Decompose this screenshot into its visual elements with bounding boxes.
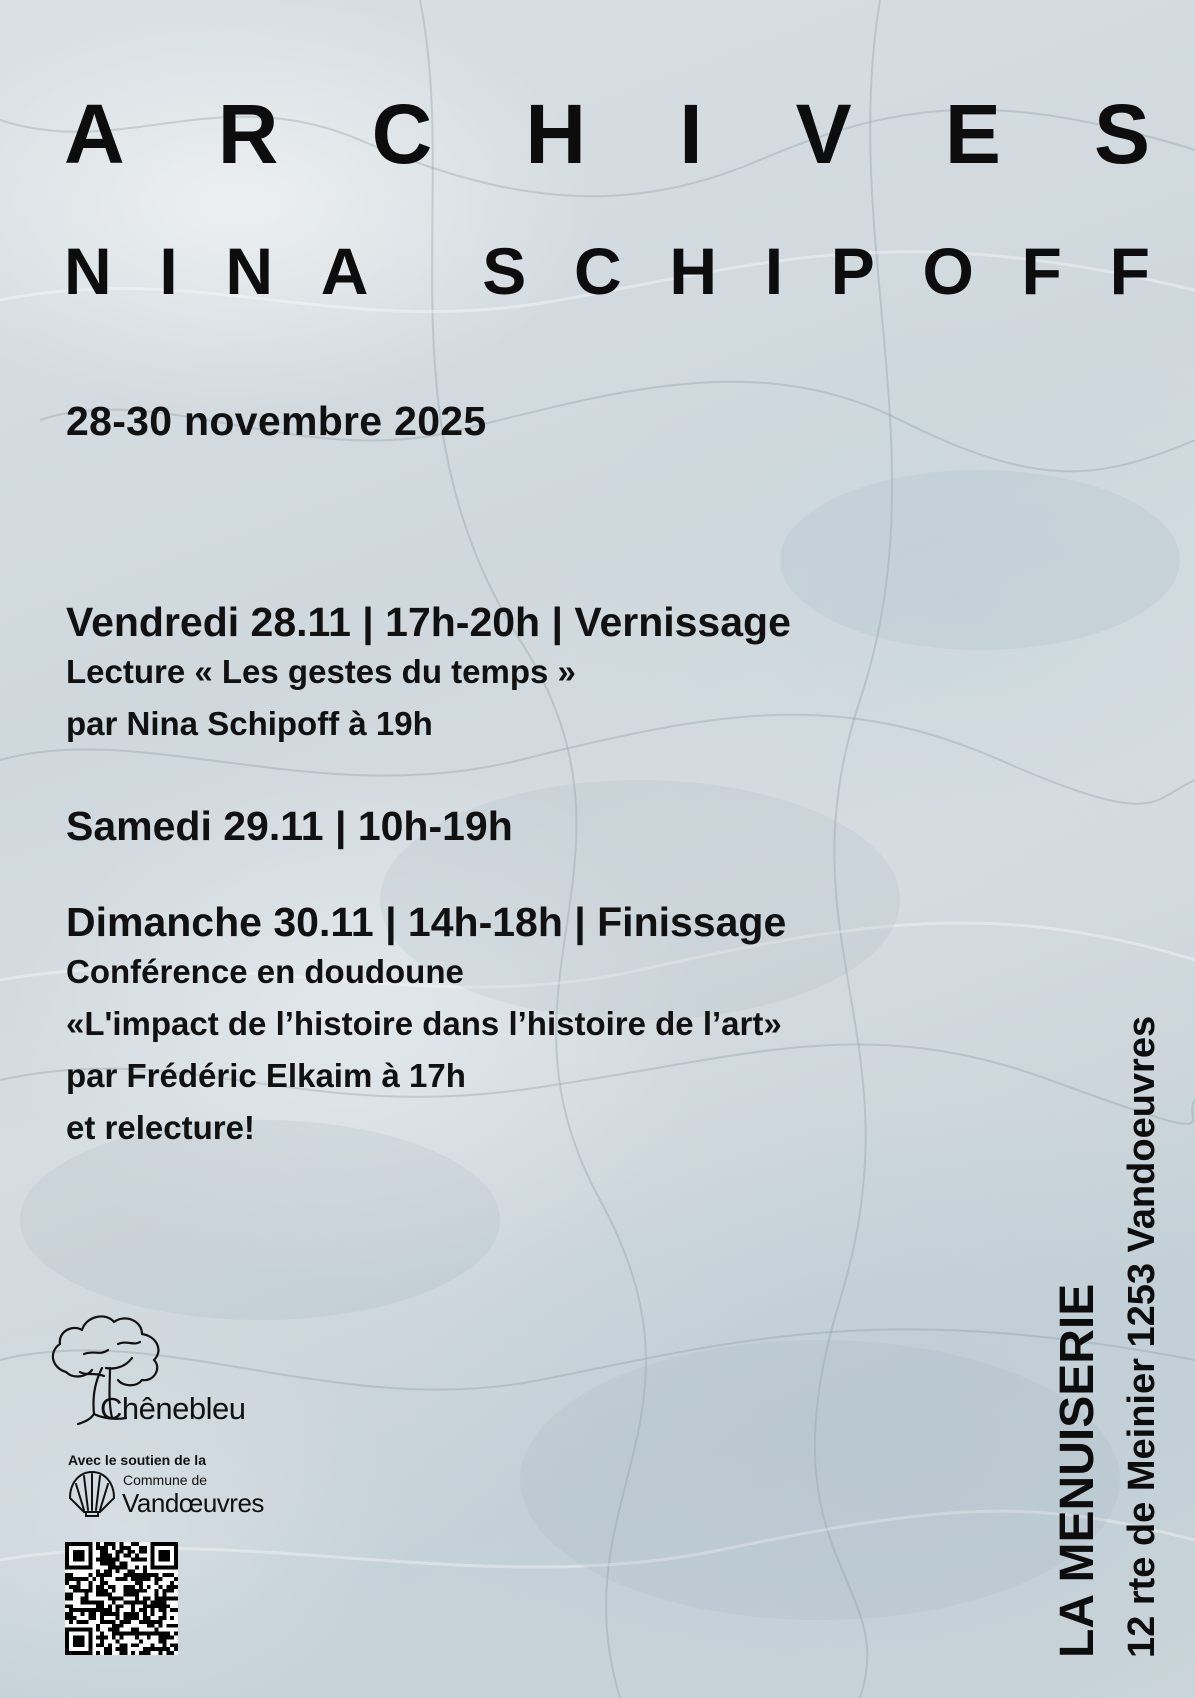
- venue-address: 12 rte de Meinier 1253 Vandoeuvres: [1121, 1015, 1163, 1658]
- event-detail: Lecture « Les gestes du temps »: [66, 653, 576, 690]
- event-detail: par Frédéric Elkaim à 17h: [66, 1057, 466, 1094]
- event-detail: Conférence en doudoune: [66, 953, 464, 990]
- title-archives-letter: C: [371, 87, 433, 181]
- title-name-letter: A: [320, 234, 369, 308]
- title-name-letter: [416, 238, 434, 304]
- title-archives-letter: S: [1093, 87, 1150, 181]
- venue-name: LA MENUISERIE: [1051, 1283, 1104, 1658]
- event-saturday: [66, 802, 513, 850]
- support-label: Avec le soutien de la: [68, 1452, 206, 1468]
- title-name-letter: O: [922, 234, 974, 308]
- event-heading: Vendredi 28.11 | 17h-20h | Vernissage: [66, 599, 791, 645]
- event-detail: par Nina Schipoff à 19h: [66, 705, 433, 742]
- title-archives: [64, 87, 1150, 181]
- title-name-letter: N: [64, 234, 112, 308]
- title-name-letter: S: [482, 234, 527, 308]
- title-name-letter: F: [1021, 234, 1062, 308]
- scallop-shell-icon: [66, 1468, 118, 1518]
- title-archives-letter: A: [64, 87, 125, 181]
- title-artist-name: [64, 234, 1150, 308]
- title-archives-letter: V: [795, 87, 852, 181]
- title-archives-letter: I: [679, 87, 703, 181]
- title-name-letter: F: [1109, 234, 1150, 308]
- title-name-letter: I: [764, 234, 784, 308]
- date-range: 28-30 novembre 2025: [66, 398, 487, 444]
- event-heading: Samedi 29.11 | 10h-19h: [66, 803, 513, 849]
- title-archives-letter: E: [944, 87, 1001, 181]
- title-name-letter: I: [159, 234, 178, 308]
- chene-bleu-label: Chênebleu: [100, 1391, 246, 1426]
- event-detail: et relecture!: [66, 1109, 255, 1146]
- title-archives-letter: H: [525, 87, 587, 181]
- title-name-letter: H: [669, 234, 717, 308]
- event-friday: [66, 598, 791, 750]
- title-archives-letter: R: [217, 87, 279, 181]
- commune-label: Commune de: [123, 1472, 208, 1488]
- event-sunday: [66, 898, 786, 1154]
- title-name-letter: C: [573, 234, 622, 308]
- title-name-letter: P: [830, 234, 875, 308]
- qr-code-icon[interactable]: [65, 1542, 178, 1655]
- event-detail: «L'impact de l’histoire dans l’histoire de l’art»: [66, 1005, 782, 1042]
- event-heading: Dimanche 30.11 | 14h-18h | Finissage: [66, 899, 787, 945]
- title-name-letter: N: [225, 234, 274, 308]
- vandoeuvres-label: Vandœuvres: [122, 1488, 264, 1518]
